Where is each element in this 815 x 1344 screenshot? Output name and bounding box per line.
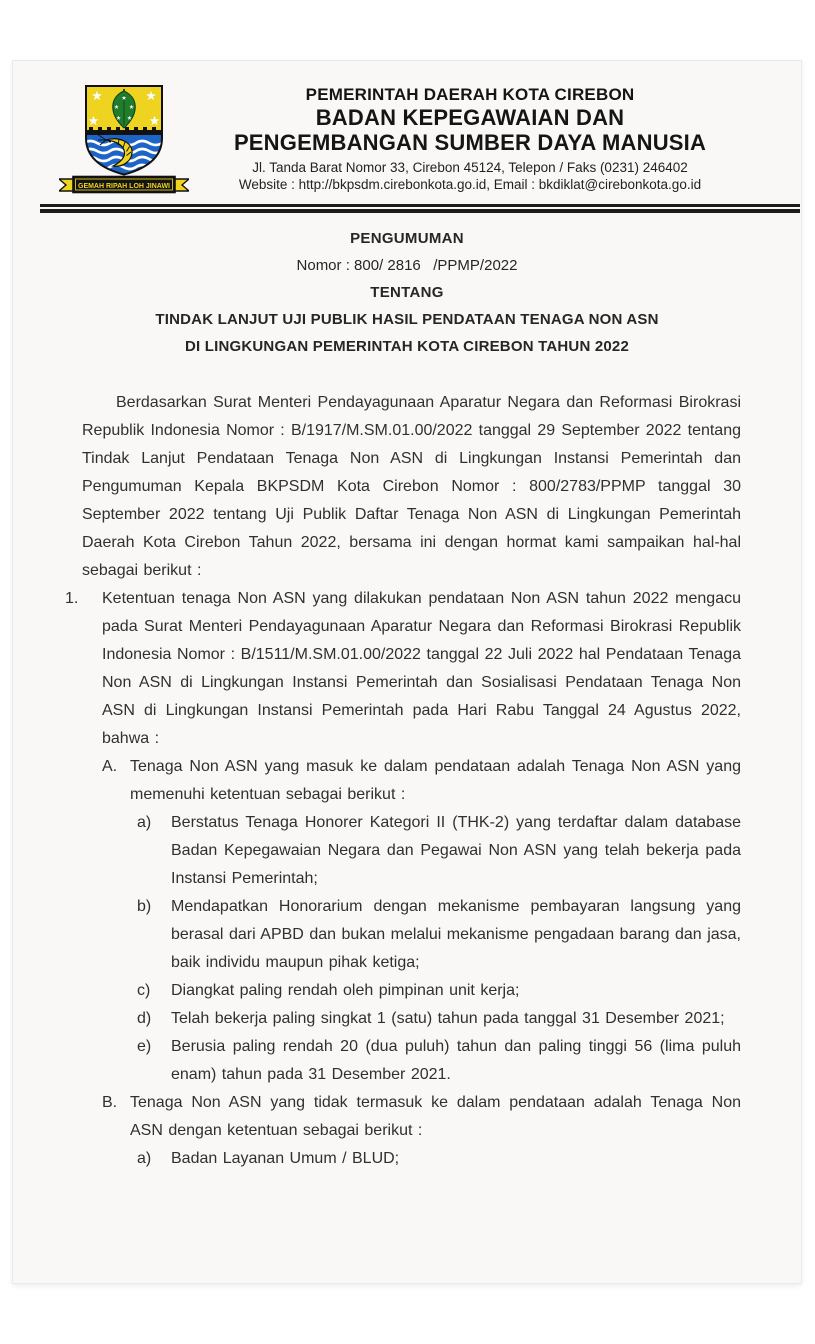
point-A-d-label: d) xyxy=(137,1010,152,1027)
point-B-a-label: a) xyxy=(137,1150,152,1167)
letterhead-text xyxy=(191,83,801,200)
cirebon-city-seal-logo xyxy=(59,83,191,200)
point-A-b xyxy=(137,893,741,977)
document-body xyxy=(13,389,801,1173)
list-item-1-text: Ketentuan tenaga Non ASN yang dilakukan pendataan Non ASN tahun 2022 mengacu pada Surat Menteri Pendayagunaan Aparatur Negara dan Reformasi Birokrasi Republik Indonesia Nomor : B/1511/M.SM.01.00/2022 tanggal 22 Juli 2022 hal Pendataan Tenaga Non ASN di Lingkungan Instansi Pemerintah dan Sosialisasi Pendataan Tenaga Non ASN di Lingkungan Instansi Pemerintah pada Hari Rabu Tanggal 24 Agustus 2022, bahwa : xyxy=(102,590,741,747)
point-A-a-text: Berstatus Tenaga Honorer Kategori II (THK-2) yang terdaftar dalam database Badan Kepegawaian Negara dan Pegawai Non ASN yang telah bekerja pada Instansi Pemerintah; xyxy=(171,814,741,887)
list-item-A xyxy=(102,753,741,809)
subject-line-1: TINDAK LANJUT UJI PUBLIK HASIL PENDATAAN TENAGA NON ASN xyxy=(155,311,659,328)
motto-ribbon xyxy=(59,177,189,193)
opening-paragraph: Berdasarkan Surat Menteri Pendayagunaan Aparatur Negara dan Reformasi Birokrasi Republik Indonesia Nomor : B/1917/M.SM.01.00/2022 tanggal 29 September 2022 tentang Tindak Lanjut Pendataan Tenaga Non ASN di Lingkungan Instansi Pemerintah dan Pengumuman Kepala BKPSDM Kota Cirebon Nomor : 800/2783/PPMP tanggal 30 September 2022 tentang Uji Publik Daftar Tenaga Non ASN di Lingkungan Pemerintah Daerah Kota Cirebon Tahun 2022, bersama ini dengan hormat kami sampaikan hal-hal sebagai berikut : xyxy=(82,394,741,579)
point-A-c xyxy=(137,977,741,1005)
about-label: TENTANG xyxy=(370,284,444,301)
agency-name-line2: PENGEMBANGAN SUMBER DAYA MANUSIA xyxy=(233,130,707,155)
letterhead-divider xyxy=(40,204,800,213)
point-A-d-text: Telah bekerja paling singkat 1 (satu) tahun pada tanggal 31 Desember 2021; xyxy=(171,1010,725,1027)
list-item-1-number: 1. xyxy=(65,590,79,607)
city-seal-icon xyxy=(59,83,189,195)
point-A-e-text: Berusia paling rendah 20 (dua puluh) tahun dan paling tinggi 56 (lima puluh enam) tahun pada 31 Desember 2021. xyxy=(171,1038,741,1083)
point-A-e xyxy=(137,1033,741,1089)
point-A-a xyxy=(137,809,741,893)
subject-line-2: DI LINGKUNGAN PEMERINTAH KOTA CIREBON TAHUN 2022 xyxy=(184,338,630,355)
agency-address: Jl. Tanda Barat Nomor 33, Cirebon 45124, Telepon / Faks (0231) 246402 xyxy=(252,160,688,175)
point-A-c-label: c) xyxy=(137,982,151,999)
document-type: PENGUMUMAN xyxy=(350,230,464,247)
list-item-A-text: Tenaga Non ASN yang masuk ke dalam pendataan adalah Tenaga Non ASN yang memenuhi ketentuan sebagai berikut : xyxy=(130,758,741,803)
list-item-B-text: Tenaga Non ASN yang tidak termasuk ke dalam pendataan adalah Tenaga Non ASN dengan ketentuan sebagai berikut : xyxy=(130,1094,741,1139)
list-item-1 xyxy=(65,585,741,753)
point-A-b-label: b) xyxy=(137,898,152,915)
point-B-a xyxy=(137,1145,741,1173)
list-item-A-label: A. xyxy=(102,758,118,775)
point-A-e-label: e) xyxy=(137,1038,152,1055)
point-A-d xyxy=(137,1005,741,1033)
point-B-a-text: Badan Layanan Umum / BLUD; xyxy=(171,1150,400,1167)
point-A-b-text: Mendapatkan Honorarium dengan mekanisme pembayaran langsung yang berasal dari APBD dan bukan melalui mekanisme pengadaan barang dan jasa, baik individu maupun pihak ketiga; xyxy=(171,898,741,971)
agency-website-email: Website : http://bkpsdm.cirebonkota.go.id, Email : bkdiklat@cirebonkota.go.id xyxy=(238,177,702,192)
point-A-c-text: Diangkat paling rendah oleh pimpinan unit kerja; xyxy=(171,982,520,999)
document-page xyxy=(13,61,801,1283)
list-item-B-label: B. xyxy=(102,1094,118,1111)
agency-name-line1: BADAN KEPEGAWAIAN DAN xyxy=(315,105,625,130)
motto-text: GEMAH RIPAH LOH JINAWI xyxy=(78,181,170,190)
document-number: Nomor : 800/ 2816 /PPMP/2022 xyxy=(296,257,518,274)
letterhead xyxy=(13,61,801,200)
list-item-B xyxy=(102,1089,741,1145)
point-A-a-label: a) xyxy=(137,814,152,831)
government-name: PEMERINTAH DAERAH KOTA CIREBON xyxy=(305,85,635,104)
title-block xyxy=(13,225,801,360)
